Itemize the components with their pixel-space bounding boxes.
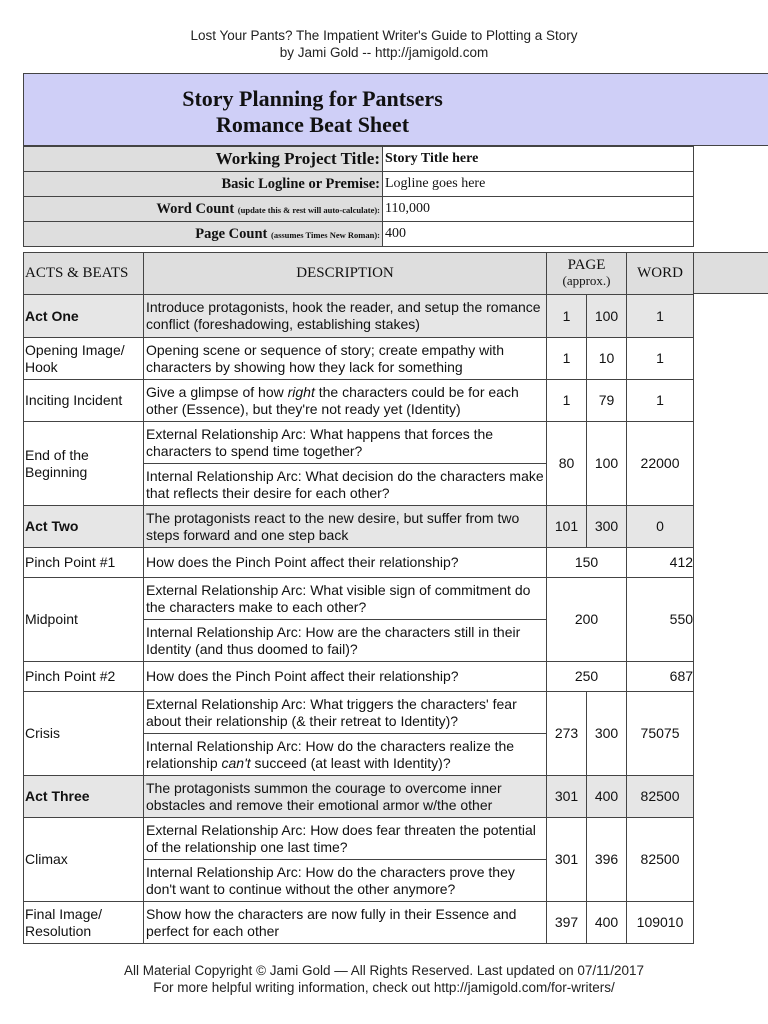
word-count-label-cell — [24, 197, 383, 222]
col-header-acts-beats: ACTS & BEATS — [24, 253, 144, 295]
word-value: 82500 — [627, 776, 694, 818]
page-end: 79 — [587, 380, 627, 422]
beat-description: Show how the characters are now fully in their Essence and perfect for each other — [144, 902, 547, 944]
word-value: 82500 — [627, 818, 694, 902]
table-row-end-of-beginning — [24, 422, 694, 464]
page-start: 301 — [547, 818, 587, 902]
description-part: succeed (at least with Identity)? — [250, 754, 451, 771]
page-count-row — [24, 222, 694, 247]
page-start: 80 — [547, 422, 587, 506]
table-row-climax — [24, 818, 694, 860]
title-banner — [23, 73, 768, 146]
beat-description: How does the Pinch Point affect their relationship? — [144, 548, 547, 578]
internal-arc-description: Internal Relationship Arc: How do the characters prove they don't want to continue without the other anymore? — [144, 860, 547, 902]
col-header-word: WORD — [627, 253, 694, 295]
word-value: 687 — [627, 662, 694, 692]
beat-name: End of the Beginning — [24, 422, 144, 506]
project-info-table — [23, 146, 694, 247]
page-end: 400 — [587, 902, 627, 944]
internal-arc-description — [144, 734, 547, 776]
table-row-crisis — [24, 692, 694, 734]
description-part: the characters could be for each other (Essence), but they're not ready yet (Identity) — [146, 383, 519, 417]
page-count-label-cell — [24, 222, 383, 247]
table-row-pinch-point-2 — [24, 662, 694, 692]
external-arc-description: External Relationship Arc: How does fear threaten the potential of the relationship one last time? — [144, 818, 547, 860]
document-header — [0, 27, 768, 61]
header-title: Lost Your Pants? The Impatient Writer's Guide to Plotting a Story — [190, 28, 578, 43]
beat-name: Pinch Point #2 — [24, 662, 144, 692]
page-start: 301 — [547, 776, 587, 818]
beat-description: Opening scene or sequence of story; create empathy with characters by showing how they lack for something — [144, 338, 547, 380]
document-footer — [0, 962, 768, 996]
internal-arc-description: Internal Relationship Arc: How are the characters still in their Identity (and thus doomed to fail)? — [144, 620, 547, 662]
external-arc-description: External Relationship Arc: What visible sign of commitment do the characters make to each other? — [144, 578, 547, 620]
beat-description: The protagonists react to the new desire, but suffer from two steps forward and one step back — [144, 506, 547, 548]
description-part: Internal Relationship Arc: How do the characters realize the relationship — [146, 737, 515, 771]
project-title-value[interactable]: Story Title here — [383, 147, 694, 172]
copyright-notice: All Material Copyright © Jami Gold — All Rights Reserved. Last updated on 07/11/2017 — [124, 963, 644, 978]
table-row-act-three — [24, 776, 694, 818]
word-value: 0 — [627, 506, 694, 548]
table-row-act-two — [24, 506, 694, 548]
beat-description — [144, 380, 547, 422]
page-start: 101 — [547, 506, 587, 548]
sheet-subtitle: Romance Beat Sheet — [215, 112, 410, 137]
table-row-pinch-point-1 — [24, 548, 694, 578]
beat-name: Act Three — [24, 776, 144, 818]
page-value: 150 — [547, 548, 627, 578]
header-author: by Jami Gold -- http://jamigold.com — [279, 45, 489, 60]
word-count-note: (update this & rest will auto-calculate): — [237, 204, 380, 215]
beat-description: The protagonists summon the courage to overcome inner obstacles and remove their emotional armor w/the other — [144, 776, 547, 818]
page-end: 396 — [587, 818, 627, 902]
beat-name: Final Image/ Resolution — [24, 902, 144, 944]
more-info-line: For more helpful writing information, check out http://jamigold.com/for-writers/ — [153, 980, 615, 995]
logline-value[interactable]: Logline goes here — [383, 172, 694, 197]
word-value: 412 — [627, 548, 694, 578]
sheet-title: Story Planning for Pantsers — [182, 86, 443, 111]
col-header-page-approx: (approx.) — [562, 273, 611, 288]
page-value: 250 — [547, 662, 627, 692]
page-start: 1 — [547, 338, 587, 380]
col-header-page — [547, 253, 627, 295]
beat-name: Climax — [24, 818, 144, 902]
page-end: 300 — [587, 692, 627, 776]
word-value: 550 — [627, 578, 694, 662]
col-header-page-label: PAGE — [567, 257, 606, 273]
logline-row — [24, 172, 694, 197]
word-value: 75075 — [627, 692, 694, 776]
word-value: 109010 — [627, 902, 694, 944]
table-row-midpoint — [24, 578, 694, 620]
word-value: 1 — [627, 380, 694, 422]
beat-name: Act One — [24, 295, 144, 338]
col-header-description: DESCRIPTION — [144, 253, 547, 295]
page-end: 100 — [587, 295, 627, 338]
word-value: 1 — [627, 338, 694, 380]
beat-name: Pinch Point #1 — [24, 548, 144, 578]
page-end: 400 — [587, 776, 627, 818]
word-count-row — [24, 197, 694, 222]
page-start: 397 — [547, 902, 587, 944]
logline-label: Basic Logline or Premise: — [24, 172, 383, 197]
external-arc-description: External Relationship Arc: What triggers the characters' fear about their relationship (& their retreat to Identity)? — [144, 692, 547, 734]
page-end: 300 — [587, 506, 627, 548]
table-row-act-one — [24, 295, 694, 338]
page-end: 100 — [587, 422, 627, 506]
beat-name: Crisis — [24, 692, 144, 776]
word-count-label: Word Count — [156, 200, 235, 217]
page-end: 10 — [587, 338, 627, 380]
page-count-label: Page Count — [195, 225, 268, 242]
word-value: 22000 — [627, 422, 694, 506]
page-value: 200 — [547, 578, 627, 662]
table-row-inciting-incident — [24, 380, 694, 422]
page-count-value[interactable]: 400 — [383, 222, 694, 247]
word-value: 1 — [627, 295, 694, 338]
project-title-label: Working Project Title: — [24, 147, 383, 172]
beat-name: Midpoint — [24, 578, 144, 662]
beat-description: How does the Pinch Point affect their relationship? — [144, 662, 547, 692]
column-header-row — [24, 253, 694, 295]
page-count-note: (assumes Times New Roman): — [270, 229, 380, 240]
beat-name: Inciting Incident — [24, 380, 144, 422]
description-emphasis: can't — [221, 754, 251, 771]
project-title-row — [24, 147, 694, 172]
page-start: 273 — [547, 692, 587, 776]
description-emphasis: right — [287, 383, 315, 400]
page-start: 1 — [547, 295, 587, 338]
description-part: Give a glimpse of how — [146, 383, 288, 400]
table-row-final-image — [24, 902, 694, 944]
table-row-opening-image — [24, 338, 694, 380]
internal-arc-description: Internal Relationship Arc: What decision do the characters make that reflects their desire for each other? — [144, 464, 547, 506]
word-count-value[interactable]: 110,000 — [383, 197, 694, 222]
external-arc-description: External Relationship Arc: What happens that forces the characters to spend time together? — [144, 422, 547, 464]
page-start: 1 — [547, 380, 587, 422]
header-row-extension — [693, 252, 768, 294]
beat-description: Introduce protagonists, hook the reader, and setup the romance conflict (foreshadowing, establishing stakes) — [144, 295, 547, 338]
beat-name: Opening Image/ Hook — [24, 338, 144, 380]
beat-name: Act Two — [24, 506, 144, 548]
beat-sheet-table — [23, 252, 694, 944]
